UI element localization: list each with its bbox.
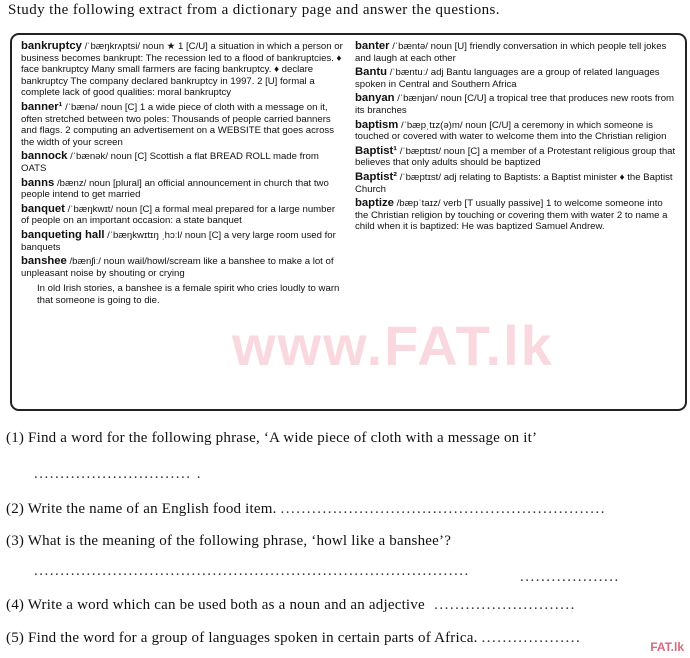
pronunciation: /bænʃiː/ bbox=[69, 256, 101, 268]
answer-line-3a[interactable]: ................................................................................... bbox=[34, 563, 470, 579]
pronunciation: /ˈbæŋkrʌptsi/ bbox=[84, 41, 141, 52]
definition: a formal meal prepared for a large number of people on an important occasion: a state banquet bbox=[21, 203, 336, 227]
word-class: noun [C/U] bbox=[465, 119, 512, 131]
dictionary-column-left bbox=[21, 41, 343, 306]
definition: a tropical tree that produces new roots from its branches bbox=[355, 93, 675, 116]
headword: baptize bbox=[355, 197, 394, 210]
dictionary-entry bbox=[21, 178, 343, 201]
watermark: www.FAT.lk bbox=[232, 314, 554, 377]
word-class: noun [C/U] bbox=[440, 93, 487, 105]
definition: 1 a wide piece of cloth with a message on it, often stretched between two poles: Thousands of people carried banners and flags. 2 computing an advertisement on a WEBSITE that goes across the width of your screen bbox=[21, 101, 335, 148]
definition: 1 to welcome someone into the Christian religion by touching or covering them with water 2 to name a child when it is baptized: He was baptized Samuel Andrew. bbox=[355, 198, 668, 233]
question-number: (1) bbox=[6, 430, 25, 446]
corner-watermark: FAT.lk bbox=[650, 640, 684, 654]
question-5 bbox=[6, 630, 581, 647]
instruction-text: Study the following extract from a dictionary page and answer the questions. bbox=[8, 2, 500, 18]
word-class: noun [C] bbox=[115, 203, 153, 215]
question-text: Find the word for a group of languages spoken in certain parts of Africa. bbox=[28, 630, 478, 646]
banshee-usage-note: In old Irish stories, a banshee is a female spirit who cries loudly to warn that someone is going to die. bbox=[37, 283, 340, 306]
answer-line-1[interactable]: .............................. . bbox=[34, 466, 202, 482]
question-number: (5) bbox=[6, 630, 25, 646]
pronunciation: /bænz/ bbox=[56, 177, 87, 189]
dictionary-entry bbox=[355, 93, 677, 116]
word-class: adj bbox=[430, 67, 444, 79]
word-class: noun [C] bbox=[443, 145, 480, 157]
definition: 1 [C/U] a situation in which a person or business becomes bankrupt: The recession led to a flood of bankruptcies. ♦ face bankruptcy Many small farmers are facing bankruptcy. ♦ declare bankruptcy The company declared bankruptcy in 1997. 2 [U] formal a complete lack of good qualities: moral bankruptcy bbox=[21, 41, 343, 99]
definition: a very large room used for banquets bbox=[21, 229, 336, 253]
dictionary-entry bbox=[21, 41, 343, 99]
question-text: What is the meaning of the following phrase, ‘howl like a banshee’? bbox=[27, 533, 452, 549]
definition: wail/howl/scream like a banshee to make a lot of unpleasant noise by shouting or crying bbox=[21, 256, 334, 279]
answer-line-2[interactable]: .............................................................. bbox=[280, 501, 607, 517]
definition: friendly conversation in which people tell jokes and laugh at each other bbox=[355, 41, 667, 64]
headword: banquet bbox=[21, 202, 65, 215]
pronunciation: /ˈbæptɪst/ bbox=[399, 171, 442, 183]
dictionary-entry bbox=[355, 172, 677, 195]
pronunciation: /ˈbæŋkwɪt/ bbox=[67, 203, 114, 215]
definition: Scottish a flat BREAD ROLL made from OATS bbox=[21, 151, 319, 174]
question-3 bbox=[6, 533, 451, 550]
pronunciation: /bæpˈtaɪz/ bbox=[396, 198, 441, 210]
dictionary-extract bbox=[10, 33, 687, 411]
question-number: (3) bbox=[6, 533, 25, 549]
word-class: noun [plural] bbox=[88, 177, 142, 189]
answer-line-5[interactable]: ................... bbox=[481, 630, 582, 646]
headword: baptism bbox=[355, 118, 399, 131]
question-text: Find a word for the following phrase, ‘A wide piece of cloth with a message on it’ bbox=[28, 430, 538, 446]
dictionary-column-right bbox=[355, 41, 677, 236]
word-class: noun [C] bbox=[100, 101, 138, 113]
word-class: verb [T usually passive] bbox=[443, 198, 544, 210]
question-1 bbox=[6, 430, 537, 447]
dictionary-entry bbox=[21, 102, 343, 148]
question-text: Write the name of an English food item. bbox=[27, 501, 277, 517]
pronunciation: /ˈbæŋkwɪtɪŋ ˌhɔːl/ bbox=[107, 229, 183, 241]
dictionary-entry bbox=[355, 198, 677, 233]
headword: banyan bbox=[355, 92, 395, 105]
question-2 bbox=[6, 501, 606, 518]
pronunciation: /ˈbæptɪst/ bbox=[399, 145, 442, 157]
definition: a ceremony in which someone is touched or covered with water to welcome them into the Christian religion bbox=[355, 119, 667, 143]
headword: Baptist² bbox=[355, 170, 398, 183]
word-class: noun ★ bbox=[142, 41, 176, 52]
question-number: (4) bbox=[6, 597, 25, 613]
headword: banner¹ bbox=[21, 100, 63, 113]
pronunciation: /ˈbænək/ bbox=[70, 151, 108, 163]
answer-line-3b[interactable]: ................... bbox=[520, 569, 620, 585]
headword: Baptist¹ bbox=[355, 144, 398, 157]
definition: relating to Baptists: a Baptist minister ♦ the Baptist Church bbox=[355, 171, 673, 195]
dictionary-entry bbox=[355, 67, 677, 90]
headword: Bantu bbox=[355, 66, 388, 79]
word-class: noun bbox=[103, 256, 125, 268]
dictionary-entry bbox=[21, 256, 343, 279]
dictionary-entry bbox=[355, 146, 677, 169]
question-text: Write a word which can be used both as a noun and an adjective bbox=[27, 597, 425, 613]
pronunciation: /ˈbæntə/ bbox=[392, 41, 428, 52]
definition: an official announcement in church that two people intend to get married bbox=[21, 177, 329, 201]
dictionary-entry bbox=[21, 204, 343, 227]
word-class: adj bbox=[443, 171, 457, 183]
word-class: noun [U] bbox=[430, 41, 467, 52]
question-number: (2) bbox=[6, 501, 25, 517]
dictionary-entry bbox=[21, 151, 343, 174]
word-class: noun [C] bbox=[110, 151, 147, 163]
answer-line-4[interactable]: ........................... bbox=[428, 597, 576, 613]
pronunciation: /ˈbænjən/ bbox=[397, 93, 438, 105]
headword: bannock bbox=[21, 150, 68, 163]
definition: Bantu languages are a group of related languages spoken in Central and Southern Africa bbox=[355, 67, 660, 90]
headword: bankruptcy bbox=[21, 40, 82, 52]
pronunciation: /ˈbæntuː/ bbox=[389, 67, 429, 79]
question-4 bbox=[6, 597, 576, 614]
headword: banqueting hall bbox=[21, 228, 105, 241]
headword: banshee bbox=[21, 255, 67, 268]
dictionary-entry bbox=[355, 120, 677, 143]
pronunciation: /ˈbænə/ bbox=[65, 101, 99, 113]
headword: banter bbox=[355, 40, 390, 52]
headword: banns bbox=[21, 176, 55, 189]
dictionary-entry bbox=[355, 41, 677, 64]
pronunciation: /ˈbæpˌtɪz(ə)m/ bbox=[400, 119, 463, 131]
definition: a member of a Protestant religious group that believes that only adults should be baptized bbox=[355, 145, 676, 169]
word-class: noun [C] bbox=[184, 229, 222, 241]
dictionary-entry bbox=[21, 230, 343, 253]
